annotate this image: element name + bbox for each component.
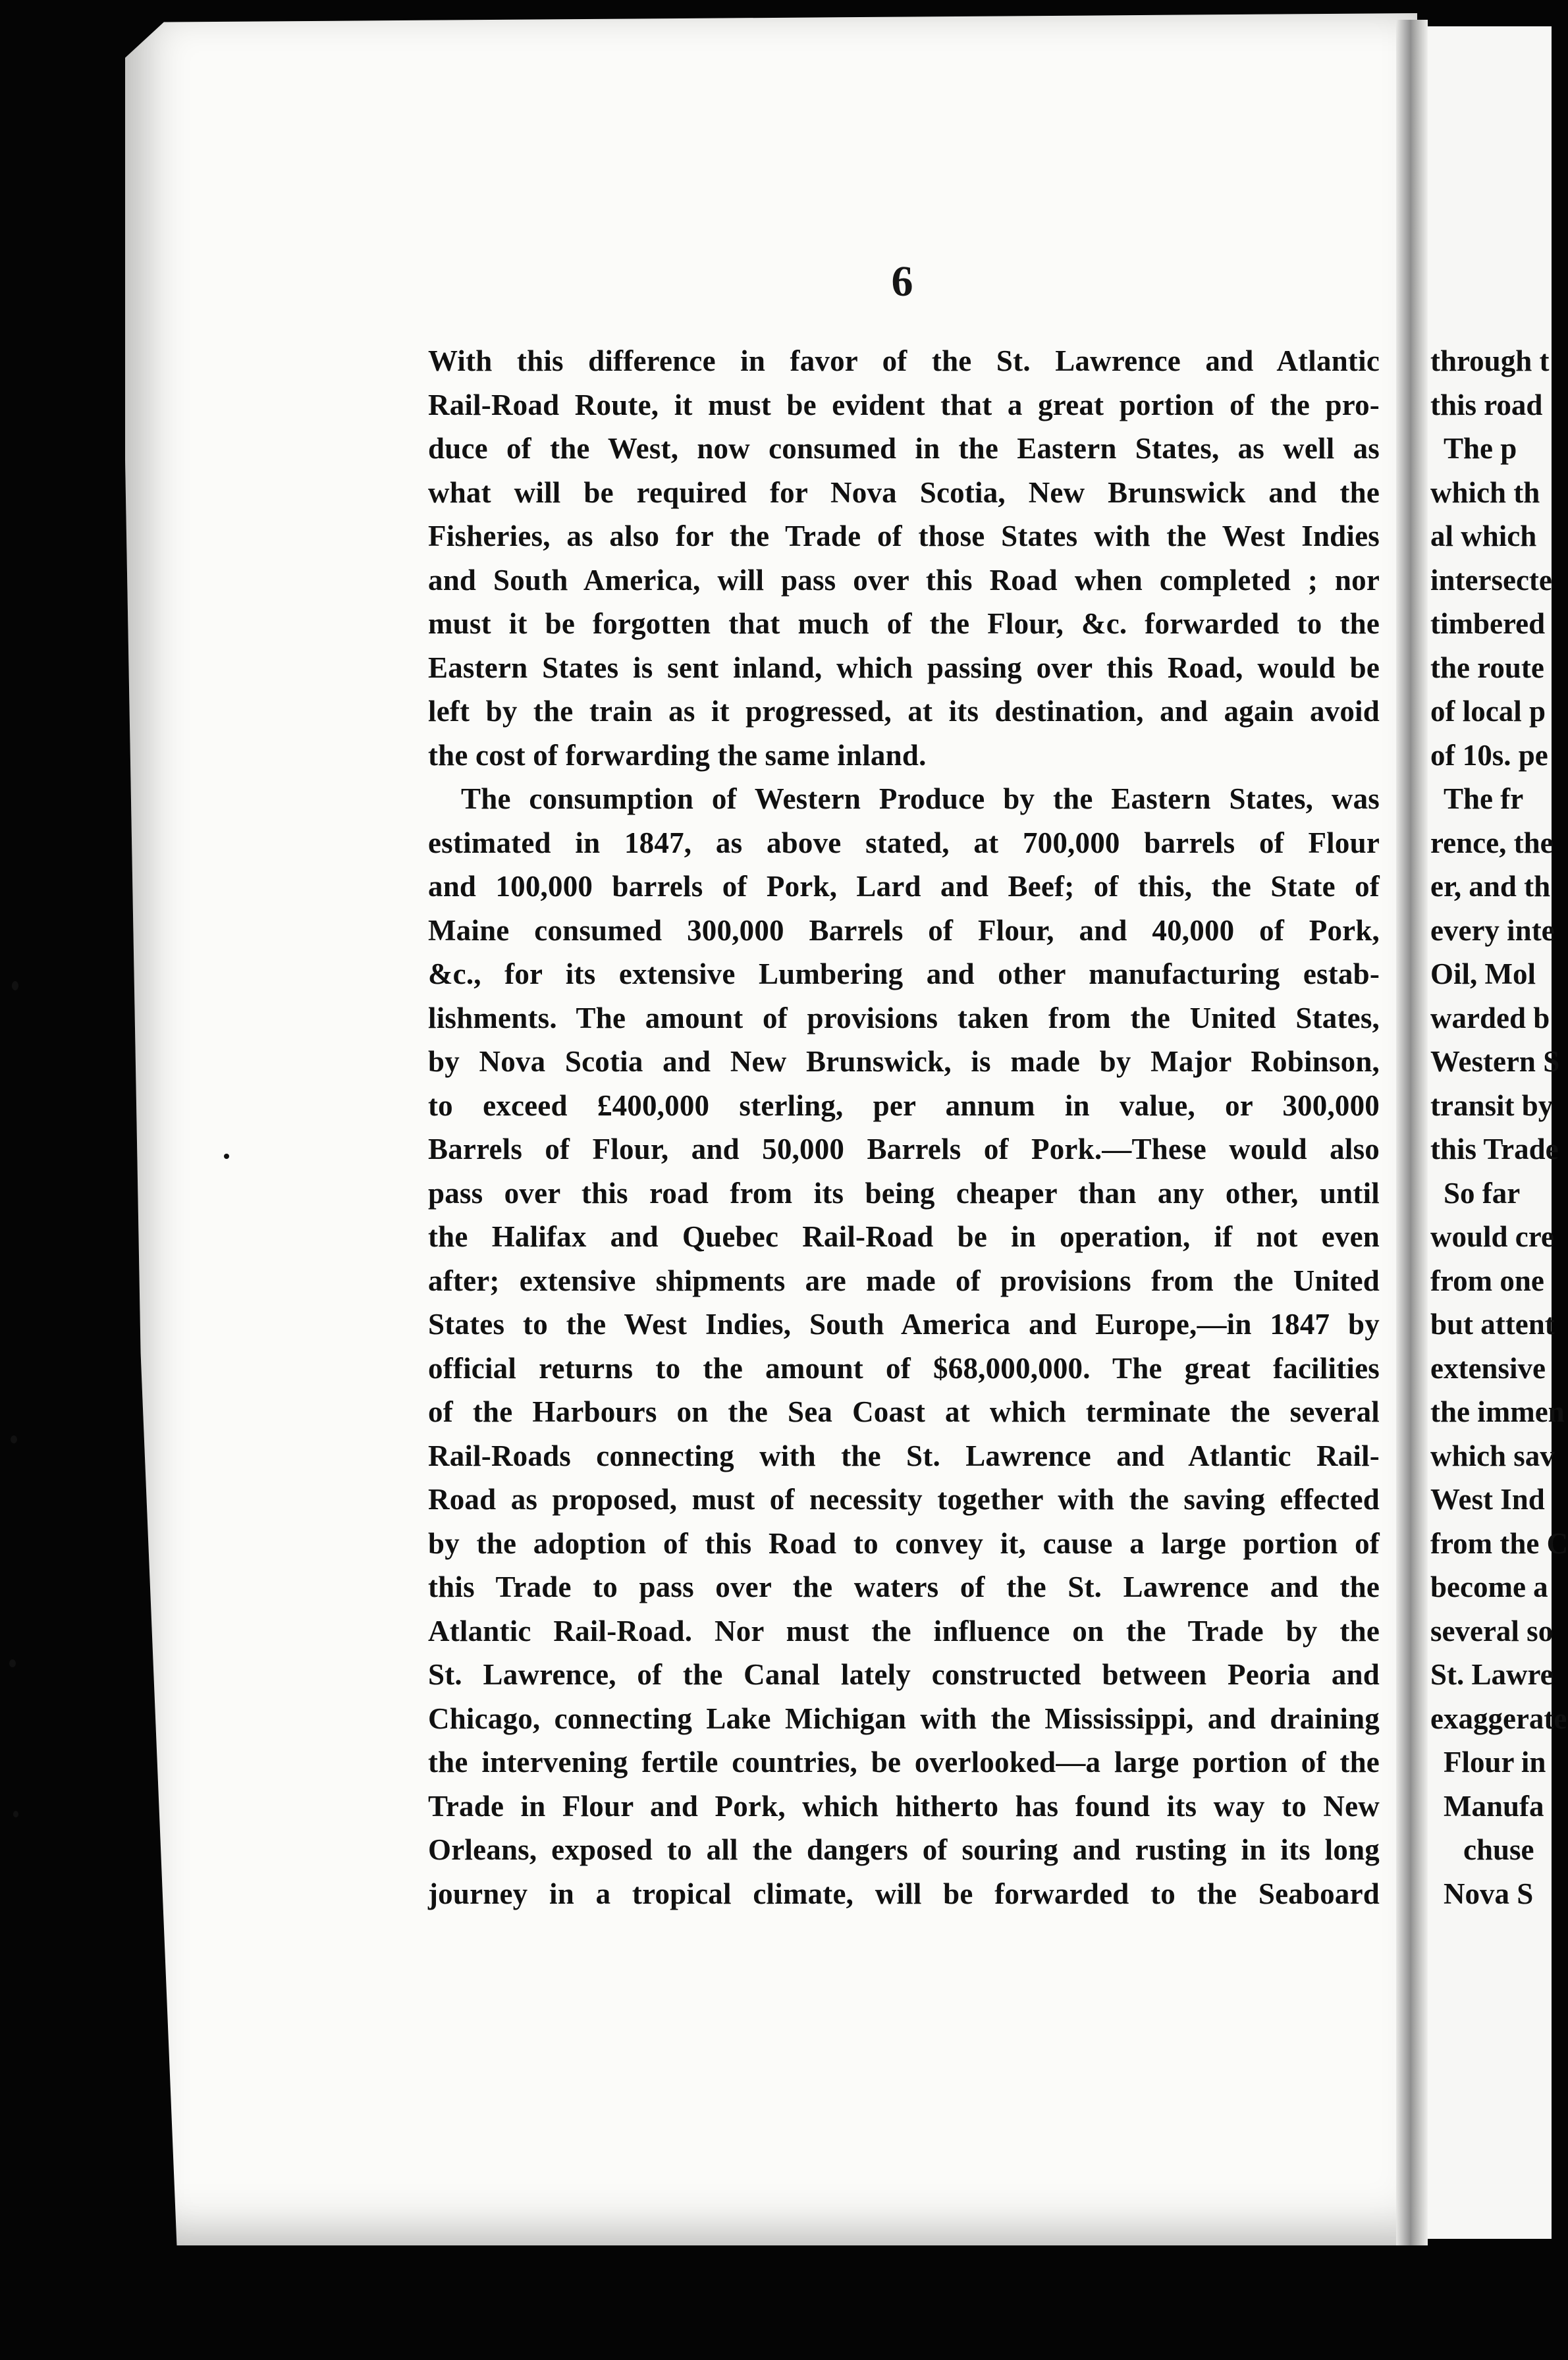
- fragment-line: extensive: [1430, 1351, 1546, 1385]
- text-line: Barrels of Flour, and 50,000 Barrels of Pork.—These would also: [428, 1133, 1380, 1166]
- fragment-line: become a: [1430, 1570, 1548, 1603]
- fragment-line: So far: [1444, 1176, 1521, 1210]
- text-line: States to the West Indies, South America and Europe,—in 1847 by: [428, 1308, 1380, 1341]
- fragment-line: Oil, Mol: [1430, 957, 1536, 990]
- text-line: lishments. The amount of provisions taken from the United States,: [428, 1001, 1380, 1034]
- text-line: Chicago, connecting Lake Michigan with the Mississippi, and draining: [428, 1702, 1380, 1735]
- text-line: to exceed £400,000 sterling, per annum in value, or 300,000: [428, 1088, 1380, 1122]
- fragment-line: intersecte: [1430, 563, 1552, 597]
- text-line: what will be required for Nova Scotia, New Brunswick and the: [428, 475, 1380, 509]
- text-line: Road as proposed, must of necessity together with the saving effected: [428, 1483, 1380, 1516]
- fragment-line: every inte: [1430, 913, 1555, 947]
- fragment-line: this Trade: [1430, 1133, 1559, 1166]
- text-line: duce of the West, now consumed in the Eastern States, as well as: [428, 432, 1380, 465]
- facing-page-text: [1430, 339, 1568, 1916]
- text-line: journey in a tropical climate, will be forwarded to the Seaboard: [428, 1877, 1380, 1910]
- fragment-line: the immen: [1430, 1395, 1565, 1428]
- fragment-line: this road: [1430, 388, 1543, 421]
- fragment-line: Flour in: [1444, 1746, 1546, 1779]
- fragment-line: The fr: [1444, 782, 1524, 815]
- page-number: 6: [891, 257, 913, 306]
- text-line: by the adoption of this Road to convey it, cause a large portion of: [428, 1526, 1380, 1560]
- text-line: by Nova Scotia and New Brunswick, is made by Major Robinson,: [428, 1045, 1380, 1078]
- fragment-line: the route: [1430, 651, 1544, 684]
- text-line: of the Harbours on the Sea Coast at which terminate the several: [428, 1395, 1380, 1428]
- text-line: Trade in Flour and Pork, which hitherto has found its way to New: [428, 1789, 1380, 1823]
- fragment-line: transit by: [1430, 1088, 1554, 1122]
- fragment-line: Nova S: [1444, 1877, 1534, 1910]
- text-line: must it be forgotten that much of the Flour, &c. forwarded to the: [428, 607, 1380, 640]
- text-line: the intervening fertile countries, be overlooked—a large portion of the: [428, 1746, 1380, 1779]
- text-line: and 100,000 barrels of Pork, Lard and Beef; of this, the State of: [428, 870, 1380, 903]
- fragment-line: Western S: [1430, 1045, 1560, 1078]
- text-line: this Trade to pass over the waters of the St. Lawrence and the: [428, 1570, 1380, 1603]
- text-line: &c., for its extensive Lumbering and other manufacturing estab-: [428, 957, 1380, 990]
- text-line: the Halifax and Quebec Rail-Road be in operation, if not even: [428, 1220, 1380, 1253]
- text-line: Rail-Road Route, it must be evident that a great portion of the pro-: [428, 388, 1380, 421]
- text-line: Maine consumed 300,000 Barrels of Flour, and 40,000 of Pork,: [428, 913, 1380, 947]
- fragment-line: warded b: [1430, 1001, 1550, 1034]
- body-text: [428, 339, 1380, 1916]
- text-line: Eastern States is sent inland, which passing over this Road, would be: [428, 651, 1380, 684]
- fragment-line: The p: [1444, 432, 1517, 465]
- text-line: official returns to the amount of $68,000,000. The great facilities: [428, 1351, 1380, 1385]
- fragment-line: would cre: [1430, 1220, 1554, 1253]
- text-line: after; extensive shipments are made of provisions from the United: [428, 1264, 1380, 1297]
- text-line: Orleans, exposed to all the dangers of souring and rusting in its long: [428, 1833, 1380, 1866]
- text-line: Atlantic Rail-Road. Nor must the influence on the Trade by the: [428, 1614, 1380, 1648]
- text-line: Fisheries, as also for the Trade of those States with the West Indies: [428, 520, 1380, 552]
- fragment-line: through t: [1430, 344, 1550, 377]
- fragment-line: chuse: [1463, 1833, 1534, 1866]
- text-line: St. Lawrence, of the Canal lately constructed between Peoria and: [428, 1658, 1380, 1691]
- fragment-line: timbered: [1430, 607, 1546, 640]
- fragment-line: several so: [1430, 1614, 1554, 1648]
- ink-speck: [12, 981, 18, 990]
- fragment-line: from one: [1430, 1264, 1544, 1297]
- fragment-line: from the C: [1430, 1526, 1568, 1560]
- text-line: left by the train as it progressed, at its destination, and again avoid: [428, 695, 1380, 728]
- ink-speck: [9, 1659, 16, 1667]
- ink-speck: [11, 1435, 17, 1443]
- text-line: Rail-Roads connecting with the St. Lawrence and Atlantic Rail-: [428, 1439, 1380, 1472]
- fragment-line: which th: [1430, 475, 1540, 509]
- text-line: With this difference in favor of the St. Lawrence and Atlantic: [428, 344, 1380, 377]
- text-line: estimated in 1847, as above stated, at 700,000 barrels of Flour: [428, 826, 1380, 859]
- ink-speck: [224, 1154, 229, 1159]
- fragment-line: but attent: [1430, 1308, 1555, 1341]
- text-line: and South America, will pass over this Road when completed ; nor: [428, 563, 1380, 597]
- fragment-line: rence, the: [1430, 826, 1554, 859]
- fragment-line: which sav: [1430, 1439, 1555, 1472]
- fragment-line: of 10s. pe: [1430, 738, 1548, 772]
- fragment-line: er, and th: [1430, 870, 1551, 903]
- text-line: The consumption of Western Produce by the Eastern States, was: [461, 782, 1380, 815]
- book-gutter: [1396, 20, 1428, 2245]
- fragment-line: St. Lawre: [1430, 1658, 1554, 1691]
- fragment-line: exaggerate: [1430, 1702, 1567, 1735]
- fragment-line: West Ind: [1430, 1483, 1545, 1516]
- text-line: pass over this road from its being cheaper than any other, until: [428, 1176, 1380, 1210]
- ink-speck: [13, 1811, 18, 1817]
- fragment-line: of local p: [1430, 695, 1546, 728]
- fragment-line: al which: [1430, 520, 1537, 552]
- fragment-line: Manufa: [1444, 1789, 1544, 1823]
- text-line: the cost of forwarding the same inland.: [428, 738, 927, 772]
